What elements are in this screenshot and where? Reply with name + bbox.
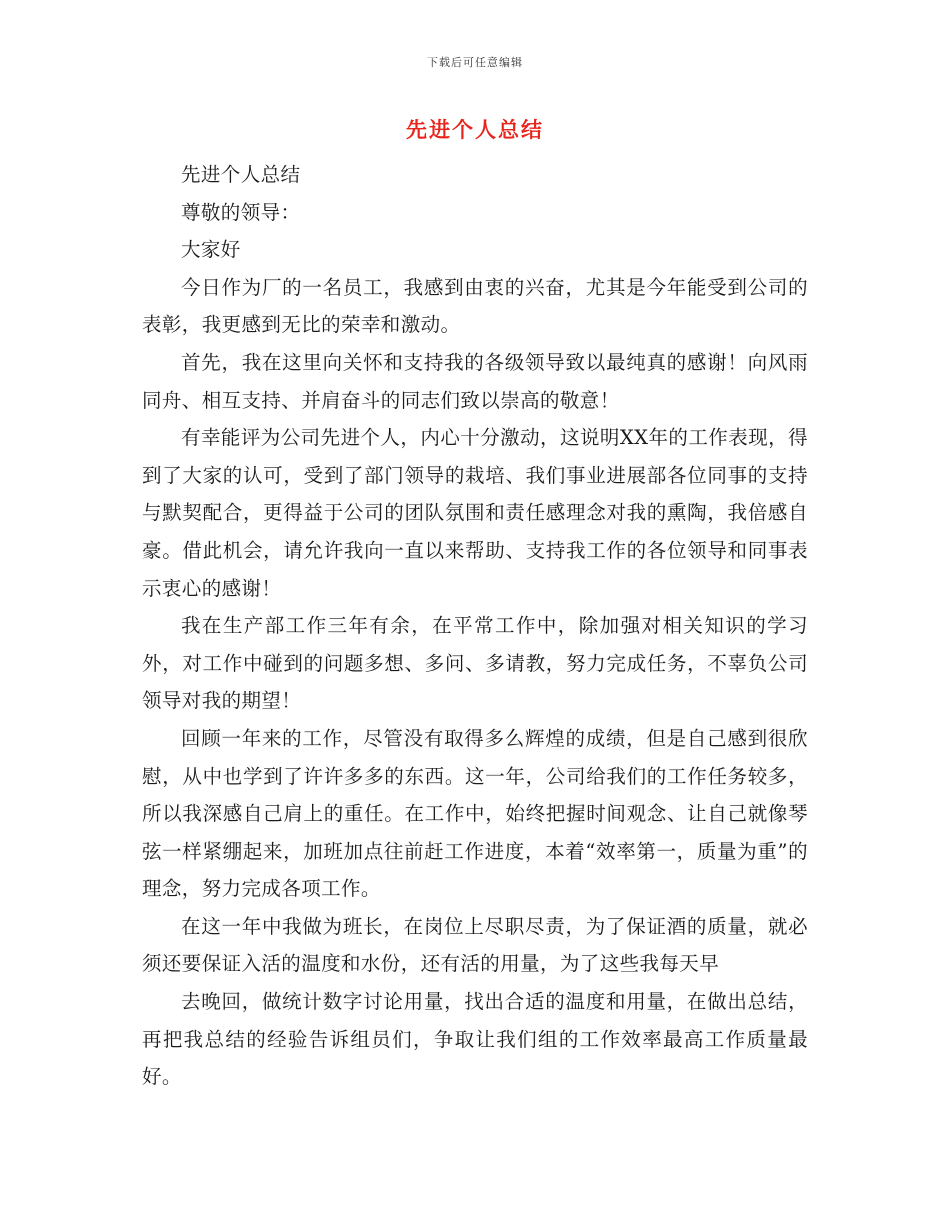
paragraph-greeting: 大家好 [181, 238, 241, 262]
document-body [142, 156, 808, 1096]
paragraph-salutation: 尊敬的领导： [181, 200, 301, 224]
paragraph: 首先，我在这里向关怀和支持我的各级领导致以最纯真的感谢！向风雨同舟、相互支持、并肩奋斗的同志们致以崇高的敬意！ [142, 350, 808, 412]
paragraph-heading: 先进个人总结 [181, 163, 301, 186]
paragraph: 有幸能评为公司先进个人，内心十分激动，这说明XX年的工作表现，得到了大家的认可，受到了部门领导的栽培、我们事业进展部各位同事的支持与默契配合，更得益于公司的团队氛围和责任感理念对我的熏陶，我倍感自豪。借此机会，请允许我向一直以来帮助、支持我工作的各位领导和同事表示衷心的感谢！ [142, 426, 808, 600]
header-note: 下载后可任意编辑 [427, 56, 523, 69]
document-title: 先进个人总结 [406, 117, 544, 142]
paragraph: 我在生产部工作三年有余，在平常工作中，除加强对相关知识的学习外，对工作中碰到的问题多想、多问、多请教，努力完成任务，不辜负公司领导对我的期望！ [142, 614, 808, 713]
paragraph: 去晚回，做统计数字讨论用量，找出合适的温度和用量，在做出总结，再把我总结的经验告诉组员们，争取让我们组的工作效率最高工作质量最好。 [142, 990, 808, 1089]
paragraph: 回顾一年来的工作，尽管没有取得多么辉煌的成绩，但是自己感到很欣慰，从中也学到了许许多多的东西。这一年，公司给我们的工作任务较多，所以我深感自己肩上的重任。在工作中，始终把握时间观念、让自己就像琴弦一样紧绷起来，加班加点往前赶工作进度，本着“效率第一，质量为重”的理念，努力完成各项工作。 [142, 726, 808, 901]
paragraph: 在这一年中我做为班长，在岗位上尽职尽责，为了保证酒的质量，就必须还要保证入活的温度和水份，还有活的用量，为了这些我每天早 [142, 914, 808, 976]
paragraph: 今日作为厂的一名员工，我感到由衷的兴奋，尤其是今年能受到公司的表彰，我更感到无比的荣幸和激动。 [142, 275, 808, 337]
